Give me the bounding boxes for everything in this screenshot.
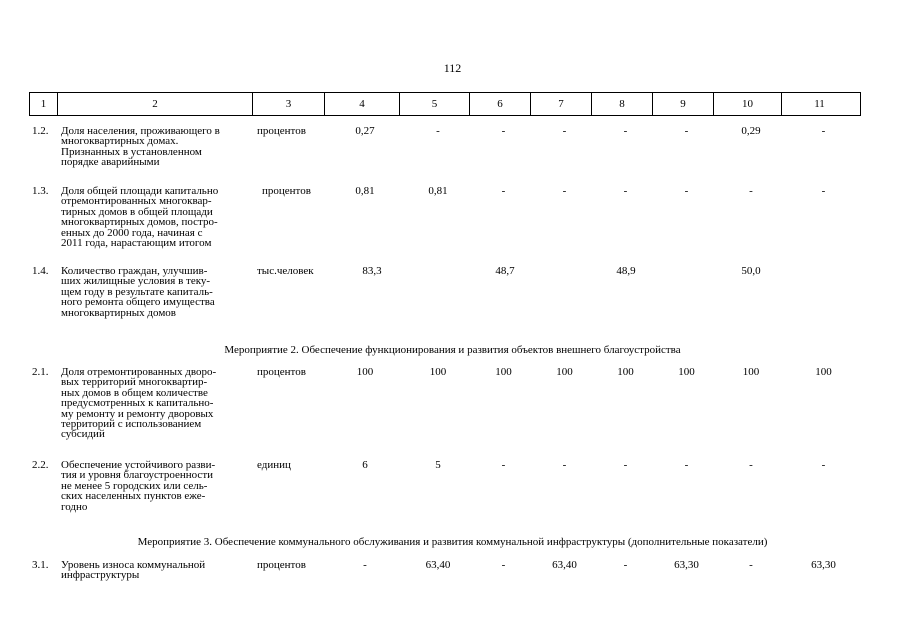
value-cell: - — [684, 125, 689, 137]
description-line: Доля населения, проживающего в — [61, 125, 220, 137]
value-cell: 6 — [362, 459, 368, 471]
header-cell: 7 — [531, 93, 592, 115]
header-cell: 11 — [814, 98, 825, 110]
value-cell: 100 — [678, 366, 695, 378]
row-unit: процентов — [257, 125, 306, 137]
description-line: Доля общей площади капитально — [61, 185, 219, 197]
description-line: ного ремонта общего имущества — [61, 296, 215, 309]
section-heading: Мероприятие 3. Обеспечение коммунального обслуживания и развития коммунальной инфраструктуры (дополнительные показатели) — [137, 536, 768, 548]
description-line: многоквартирных домах. — [61, 135, 179, 148]
value-cell: - — [501, 185, 506, 197]
value-cell: - — [562, 185, 567, 197]
value-cell: - — [749, 459, 753, 471]
page-number: 112 — [443, 61, 462, 75]
value-cell: - — [749, 559, 753, 571]
value-cell: - — [562, 459, 567, 471]
value-cell: 48,9 — [616, 265, 636, 277]
header-cell: 5 — [400, 93, 470, 115]
description-line: ских населенных пунктов еже- — [61, 490, 206, 503]
value-cell: 5 — [435, 459, 441, 471]
row-unit: процентов — [257, 366, 306, 378]
header-cell: 3 — [253, 93, 325, 115]
description-line: 2011 года, нарастающим итогом — [61, 237, 212, 250]
header-cell: 8 — [592, 93, 653, 115]
description-line: отремонтированных многоквар- — [61, 195, 212, 208]
row-description — [61, 460, 256, 512]
table-header — [29, 92, 861, 116]
value-cell: - — [623, 125, 628, 137]
value-cell: 63,30 — [811, 559, 836, 571]
row-unit: процентов — [262, 185, 311, 197]
description-line: Уровень износа коммунальной — [61, 559, 206, 571]
description-line: не менее 5 городских или сель- — [61, 479, 208, 492]
row-number: 1.3. — [32, 185, 49, 197]
value-cell: 0,27 — [355, 125, 375, 137]
header-cell: 4 — [325, 93, 400, 115]
value-cell: 63,30 — [674, 559, 699, 571]
description-line: многоквартирных домов, постро- — [61, 216, 218, 229]
value-cell: - — [436, 125, 440, 137]
description-line: тия и уровня благоустроенности — [61, 469, 214, 482]
header-cell: 10 — [714, 93, 782, 115]
value-cell: 48,7 — [495, 265, 515, 277]
header-cell: 1 — [30, 93, 58, 115]
row-description — [61, 367, 256, 440]
description-line: ных домов в общем количестве — [61, 386, 208, 399]
description-line: порядке аварийными — [61, 156, 160, 169]
description-line: территорий с использованием — [61, 418, 202, 431]
value-cell: - — [821, 125, 826, 137]
value-cell: - — [623, 559, 628, 571]
row-description — [61, 126, 256, 168]
description-line: Обеспечение устойчивого разви- — [61, 459, 216, 471]
value-cell: - — [501, 559, 506, 571]
description-line: му ремонту и ремонту дворовых — [61, 407, 214, 420]
row-unit: единиц — [257, 459, 291, 471]
header-cell: 6 — [470, 93, 531, 115]
description-line: инфраструктуры — [61, 569, 140, 582]
row-description — [61, 186, 256, 248]
row-number: 2.2. — [32, 459, 49, 471]
section-heading: Мероприятие 2. Обеспечение функционирования и развития объектов внешнего благоустройства — [224, 344, 681, 356]
description-line: субсидий — [61, 428, 105, 441]
description-line: щем году в результате капиталь- — [61, 285, 213, 298]
row-number: 1.4. — [32, 265, 49, 277]
value-cell: - — [749, 185, 753, 197]
value-cell: 100 — [495, 366, 512, 378]
value-cell: - — [501, 459, 506, 471]
description-line: тирных домов в общей площади — [61, 205, 213, 218]
value-cell: 63,40 — [425, 559, 451, 571]
value-cell: - — [562, 125, 567, 137]
value-cell: - — [684, 185, 689, 197]
row-description — [61, 266, 256, 318]
value-cell: - — [623, 459, 628, 471]
description-line: годно — [61, 500, 88, 513]
value-cell: 50,0 — [741, 265, 761, 277]
description-line: предусмотренных к капитально- — [61, 397, 214, 410]
header-cell: 9 — [653, 93, 714, 115]
description-line: Количество граждан, улучшив- — [61, 265, 208, 277]
row-unit: тыс.человек — [257, 265, 314, 277]
row-number: 1.2. — [32, 125, 49, 137]
description-line: ших жилищные условия в теку- — [61, 275, 211, 288]
value-cell: 100 — [556, 366, 573, 378]
value-cell: 63,40 — [552, 559, 577, 571]
row-number: 2.1. — [32, 366, 49, 378]
description-line: вых территорий многоквартир- — [61, 376, 208, 389]
value-cell: 100 — [815, 366, 832, 378]
row-unit: процентов — [257, 559, 306, 571]
row-number: 3.1. — [32, 559, 49, 571]
value-cell: 0,29 — [741, 125, 761, 137]
description-line: Признанных в установленном — [61, 145, 202, 158]
row-description — [61, 560, 256, 581]
value-cell: - — [821, 185, 826, 197]
value-cell: 100 — [742, 366, 760, 378]
value-cell: 0,81 — [428, 185, 448, 197]
value-cell: - — [363, 559, 367, 571]
header-cell: 2 — [58, 93, 253, 115]
value-cell: - — [623, 185, 628, 197]
value-cell: 83,3 — [362, 265, 382, 277]
value-cell: 100 — [429, 366, 447, 378]
value-cell: - — [821, 459, 826, 471]
description-line: Доля отремонтированных дворо- — [61, 366, 217, 378]
description-line: многоквартирных домов — [61, 306, 176, 319]
description-line: енных до 2000 года, начиная с — [61, 226, 203, 239]
value-cell: 100 — [356, 366, 374, 378]
value-cell: 0,81 — [355, 185, 375, 197]
value-cell: 100 — [617, 366, 634, 378]
value-cell: - — [501, 125, 506, 137]
value-cell: - — [684, 459, 689, 471]
